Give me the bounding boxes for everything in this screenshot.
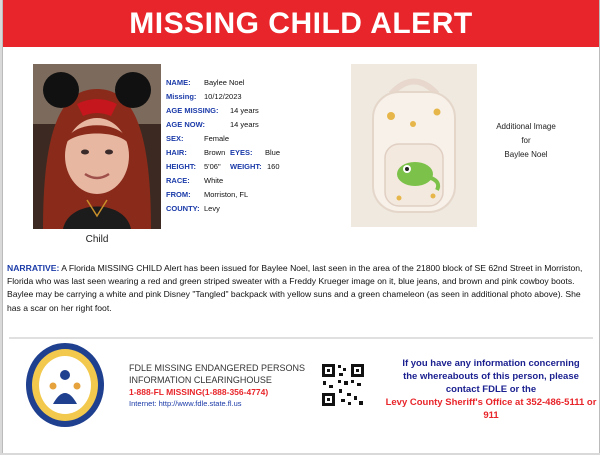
fdle-phone: 1-888-FL MISSING(1-888-356-4774)	[129, 387, 269, 397]
fdle-website: Internet: http://www.fdle.state.fl.us	[129, 399, 242, 408]
seal-icon	[25, 342, 105, 428]
narrative-label: NARRATIVE:	[7, 263, 60, 273]
contact-line2: the whereabouts of this person, please	[403, 371, 579, 382]
detail-age-now: AGE NOW: 14 years	[166, 120, 259, 129]
detail-from: FROM: Morriston, FL	[166, 190, 249, 199]
detail-hair-eyes: HAIR: Brown EYES: Blue	[166, 148, 281, 157]
additional-image-caption: Additional Image for Baylee Noel	[496, 122, 556, 159]
alert-banner: MISSING CHILD ALERT	[3, 0, 599, 47]
backpack-illustration	[351, 64, 477, 227]
detail-name: NAME: Baylee Noel	[166, 78, 245, 87]
fdle-info	[129, 362, 305, 410]
narrative	[7, 262, 595, 315]
divider	[9, 337, 593, 339]
child-photo-illustration	[33, 64, 161, 229]
fdle-org-line2: INFORMATION CLEARINGHOUSE	[129, 375, 272, 385]
contact-line5: 911	[483, 410, 499, 421]
qr-code	[321, 363, 365, 407]
contact-info	[381, 357, 600, 422]
detail-county: COUNTY: Levy	[166, 204, 220, 213]
qr-code-icon	[321, 363, 365, 407]
detail-sex: SEX: Female	[166, 134, 230, 143]
detail-missing-date: Missing: 10/12/2023	[166, 92, 242, 101]
detail-race: RACE: White	[166, 176, 224, 185]
narrative-text: A Florida MISSING CHILD Alert has been issued for Baylee Noel, last seen in the area of the 21800 block of SE 62nd Street in Morriston, Florida who was last seen wearing a red and green striped sweater with a Freddy Krueger image on it, blue jeans, and brown and pink cowboy boots. Baylee may be carrying a white and pink Disney "Tangled" backpack with yellow suns and a green chameleon (as seen in additional photo above). She has a scar on her right foot.	[7, 263, 583, 313]
contact-line1: If you have any information concerning	[402, 358, 580, 369]
child-photo-caption: Child	[85, 234, 109, 245]
fdle-org-line1: FDLE MISSING ENDANGERED PERSONS	[129, 363, 306, 373]
detail-age-missing: AGE MISSING: 14 years	[166, 106, 259, 115]
detail-height-weight: HEIGHT: 5'06" WEIGHT: 160	[166, 162, 280, 171]
contact-line4: Levy County Sheriff's Office at 352-486-5111 or	[385, 397, 597, 408]
clearinghouse-seal	[25, 342, 105, 428]
backpack-photo	[351, 64, 477, 227]
contact-line3: contact FDLE or the	[445, 384, 537, 395]
child-photo	[33, 64, 161, 229]
alert-poster	[2, 0, 600, 453]
